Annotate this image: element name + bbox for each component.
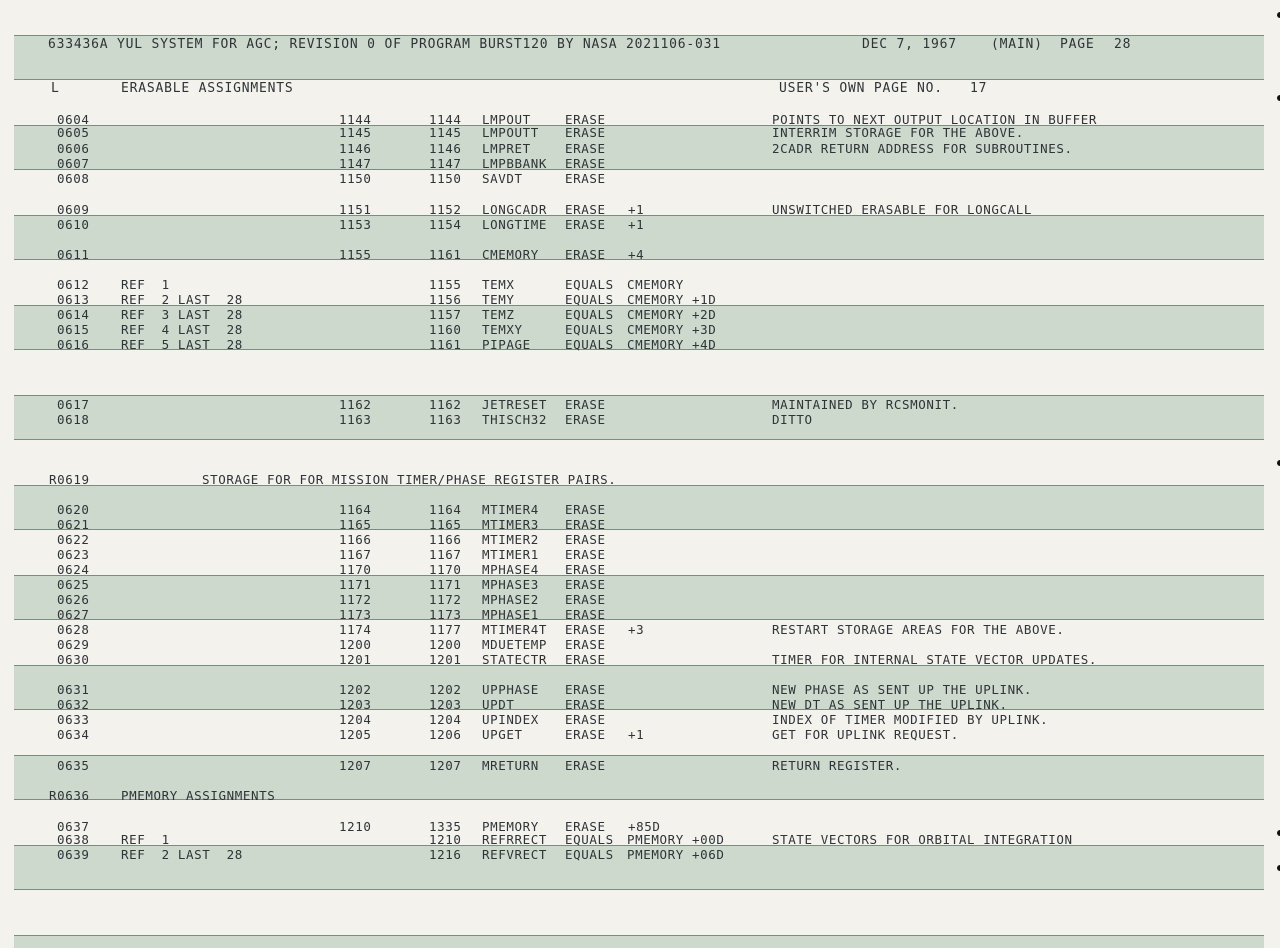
- location: 1202: [339, 682, 372, 697]
- opcode: ERASE: [565, 697, 606, 712]
- user-page-number: 17: [970, 81, 988, 96]
- opcode: ERASE: [565, 727, 606, 742]
- line-number: 0607: [57, 156, 90, 171]
- location: 1210: [339, 819, 372, 834]
- symbol-label: LMPRET: [482, 141, 531, 156]
- line-number: 0622: [57, 532, 90, 547]
- line-number: 0639: [57, 847, 90, 862]
- line-number: 0628: [57, 622, 90, 637]
- opcode: ERASE: [565, 171, 606, 186]
- symbol-label: MTIMER4T: [482, 622, 548, 637]
- opcode: ERASE: [565, 517, 606, 532]
- symbol-label: UPDT: [482, 697, 515, 712]
- rule-line: [14, 439, 1264, 440]
- line-number: 0604: [57, 112, 90, 127]
- operand: +1: [628, 202, 645, 217]
- opcode: ERASE: [565, 562, 606, 577]
- opcode: ERASE: [565, 682, 606, 697]
- page-number: 28: [1114, 37, 1132, 52]
- opcode: ERASE: [565, 125, 606, 140]
- line-number: 0629: [57, 637, 90, 652]
- opcode: EQUALS: [565, 307, 614, 322]
- address: 1150: [429, 171, 462, 186]
- operand: +85D: [628, 819, 661, 834]
- address: 1160: [429, 322, 462, 337]
- location: 1200: [339, 637, 372, 652]
- paper-band: [14, 665, 1264, 709]
- symbol-label: TEMX: [482, 277, 515, 292]
- opcode: ERASE: [565, 637, 606, 652]
- line-number: 0626: [57, 592, 90, 607]
- location: 1205: [339, 727, 372, 742]
- address: 1203: [429, 697, 462, 712]
- rule-line: [14, 575, 1264, 576]
- address: 1171: [429, 577, 462, 592]
- location: 1171: [339, 577, 372, 592]
- operand: +3: [628, 622, 645, 637]
- address: 1210: [429, 832, 462, 847]
- symbol-label: PIPAGE: [482, 337, 531, 352]
- address: 1161: [429, 337, 462, 352]
- location: 1165: [339, 517, 372, 532]
- symbol-label: MTIMER3: [482, 517, 539, 532]
- comment: STATE VECTORS FOR ORBITAL INTEGRATION: [772, 832, 1073, 847]
- address: 1145: [429, 125, 462, 140]
- operand: CMEMORY +2D: [627, 307, 717, 322]
- location: 1174: [339, 622, 372, 637]
- operand: PMEMORY +00D: [627, 832, 725, 847]
- address: 1164: [429, 502, 462, 517]
- opcode: ERASE: [565, 217, 606, 232]
- location: 1151: [339, 202, 372, 217]
- symbol-label: MRETURN: [482, 758, 539, 773]
- line-number: 0627: [57, 607, 90, 622]
- rule-line: [14, 935, 1264, 936]
- opcode: ERASE: [565, 412, 606, 427]
- symbol-label: MPHASE3: [482, 577, 539, 592]
- page-label: PAGE: [1060, 37, 1095, 52]
- address: 1152: [429, 202, 462, 217]
- location: 1163: [339, 412, 372, 427]
- opcode: EQUALS: [565, 277, 614, 292]
- address: 1161: [429, 247, 462, 262]
- symbol-label: REFVRECT: [482, 847, 548, 862]
- line-number: R0619: [49, 472, 90, 487]
- line-number: 0637: [57, 819, 90, 834]
- opcode: ERASE: [565, 622, 606, 637]
- symbol-label: LONGCADR: [482, 202, 548, 217]
- location: 1146: [339, 141, 372, 156]
- address: 1173: [429, 607, 462, 622]
- section-note: PMEMORY ASSIGNMENTS: [121, 788, 276, 803]
- ref-column: REF 3 LAST 28: [121, 307, 243, 322]
- ref-column: REF 2 LAST 28: [121, 847, 243, 862]
- symbol-label: LMPOUTT: [482, 125, 539, 140]
- comment: TIMER FOR INTERNAL STATE VECTOR UPDATES.: [772, 652, 1098, 667]
- line-number: 0624: [57, 562, 90, 577]
- line-number: 0631: [57, 682, 90, 697]
- symbol-label: REFRRECT: [482, 832, 548, 847]
- listing-date: DEC 7, 1967: [862, 37, 957, 52]
- opcode: ERASE: [565, 652, 606, 667]
- operand: CMEMORY +3D: [627, 322, 717, 337]
- opcode: EQUALS: [565, 847, 614, 862]
- operand: CMEMORY: [627, 277, 684, 292]
- comment: RETURN REGISTER.: [772, 758, 903, 773]
- address: 1172: [429, 592, 462, 607]
- section-flag: L: [51, 81, 60, 96]
- comment: DITTO: [772, 412, 813, 427]
- line-number: 0635: [57, 758, 90, 773]
- comment: GET FOR UPLINK REQUEST.: [772, 727, 959, 742]
- opcode: ERASE: [565, 758, 606, 773]
- opcode: EQUALS: [565, 292, 614, 307]
- comment: NEW DT AS SENT UP THE UPLINK.: [772, 697, 1008, 712]
- opcode: EQUALS: [565, 832, 614, 847]
- opcode: ERASE: [565, 577, 606, 592]
- rule-line: [14, 79, 1264, 80]
- line-number: 0630: [57, 652, 90, 667]
- symbol-label: LONGTIME: [482, 217, 548, 232]
- location: 1155: [339, 247, 372, 262]
- opcode: ERASE: [565, 607, 606, 622]
- location: 1172: [339, 592, 372, 607]
- symbol-label: MPHASE4: [482, 562, 539, 577]
- location: 1207: [339, 758, 372, 773]
- line-number: 0608: [57, 171, 90, 186]
- address: 1200: [429, 637, 462, 652]
- symbol-label: UPGET: [482, 727, 523, 742]
- address: 1201: [429, 652, 462, 667]
- comment: INTERRIM STORAGE FOR THE ABOVE.: [772, 125, 1024, 140]
- opcode: ERASE: [565, 547, 606, 562]
- line-number: R0636: [49, 788, 90, 803]
- ref-column: REF 4 LAST 28: [121, 322, 243, 337]
- line-number: 0614: [57, 307, 90, 322]
- symbol-label: MTIMER4: [482, 502, 539, 517]
- ref-column: REF 1: [121, 832, 170, 847]
- location: 1147: [339, 156, 372, 171]
- symbol-label: TEMXY: [482, 322, 523, 337]
- opcode: ERASE: [565, 141, 606, 156]
- address: 1207: [429, 758, 462, 773]
- opcode: ERASE: [565, 156, 606, 171]
- symbol-label: SAVDT: [482, 171, 523, 186]
- location: 1162: [339, 397, 372, 412]
- line-number: 0612: [57, 277, 90, 292]
- line-number: 0605: [57, 125, 90, 140]
- address: 1177: [429, 622, 462, 637]
- line-number: 0623: [57, 547, 90, 562]
- opcode: EQUALS: [565, 337, 614, 352]
- address: 1165: [429, 517, 462, 532]
- location: 1150: [339, 171, 372, 186]
- symbol-label: UPINDEX: [482, 712, 539, 727]
- rule-line: [14, 169, 1264, 170]
- symbol-label: THISCH32: [482, 412, 548, 427]
- ref-column: REF 1: [121, 277, 170, 292]
- paper-band: [14, 395, 1264, 439]
- address: 1156: [429, 292, 462, 307]
- line-number: 0634: [57, 727, 90, 742]
- line-number: 0632: [57, 697, 90, 712]
- opcode: ERASE: [565, 202, 606, 217]
- symbol-label: UPPHASE: [482, 682, 539, 697]
- rule-line: [14, 529, 1264, 530]
- location: 1204: [339, 712, 372, 727]
- location: 1145: [339, 125, 372, 140]
- address: 1204: [429, 712, 462, 727]
- comment: NEW PHASE AS SENT UP THE UPLINK.: [772, 682, 1033, 697]
- address: 1206: [429, 727, 462, 742]
- line-number: 0620: [57, 502, 90, 517]
- comment: INDEX OF TIMER MODIFIED BY UPLINK.: [772, 712, 1049, 727]
- rule-line: [14, 889, 1264, 890]
- opcode: ERASE: [565, 397, 606, 412]
- operand: +1: [628, 727, 645, 742]
- symbol-label: MTIMER1: [482, 547, 539, 562]
- symbol-label: MDUETEMP: [482, 637, 548, 652]
- paper-band: [14, 485, 1264, 529]
- comment: UNSWITCHED ERASABLE FOR LONGCALL: [772, 202, 1033, 217]
- ref-column: REF 2 LAST 28: [121, 292, 243, 307]
- opcode: ERASE: [565, 532, 606, 547]
- line-number: 0621: [57, 517, 90, 532]
- address: 1144: [429, 112, 462, 127]
- comment: 2CADR RETURN ADDRESS FOR SUBROUTINES.: [772, 141, 1073, 156]
- location: 1170: [339, 562, 372, 577]
- opcode: EQUALS: [565, 322, 614, 337]
- comment: RESTART STORAGE AREAS FOR THE ABOVE.: [772, 622, 1065, 637]
- location: 1203: [339, 697, 372, 712]
- symbol-label: CMEMORY: [482, 247, 539, 262]
- line-number: 0615: [57, 322, 90, 337]
- user-page-label: USER'S OWN PAGE NO.: [779, 81, 943, 96]
- symbol-label: PMEMORY: [482, 819, 539, 834]
- paper-band: [14, 935, 1264, 948]
- operand: PMEMORY +06D: [627, 847, 725, 862]
- opcode: ERASE: [565, 112, 606, 127]
- line-number: 0618: [57, 412, 90, 427]
- listing-title: 633436A YUL SYSTEM FOR AGC; REVISION 0 OF PROGRAM BURST120 BY NASA 2021106-031: [48, 37, 721, 52]
- rule-line: [14, 709, 1264, 710]
- location: 1201: [339, 652, 372, 667]
- symbol-label: JETRESET: [482, 397, 548, 412]
- opcode: ERASE: [565, 502, 606, 517]
- address: 1155: [429, 277, 462, 292]
- location: 1164: [339, 502, 372, 517]
- address: 1162: [429, 397, 462, 412]
- location: 1153: [339, 217, 372, 232]
- symbol-label: TEMY: [482, 292, 515, 307]
- line-number: 0625: [57, 577, 90, 592]
- symbol-label: LMPBBANK: [482, 156, 548, 171]
- rule-line: [14, 395, 1264, 396]
- listing-main: (MAIN): [991, 37, 1043, 52]
- address: 1170: [429, 562, 462, 577]
- operand: +4: [628, 247, 645, 262]
- symbol-label: LMPOUT: [482, 112, 531, 127]
- address: 1167: [429, 547, 462, 562]
- address: 1216: [429, 847, 462, 862]
- location: 1144: [339, 112, 372, 127]
- paper-band: [14, 125, 1264, 169]
- symbol-label: STATECTR: [482, 652, 548, 667]
- address: 1146: [429, 141, 462, 156]
- operand: +1: [628, 217, 645, 232]
- line-number: 0613: [57, 292, 90, 307]
- line-number: 0609: [57, 202, 90, 217]
- address: 1202: [429, 682, 462, 697]
- address: 1166: [429, 532, 462, 547]
- location: 1173: [339, 607, 372, 622]
- opcode: ERASE: [565, 819, 606, 834]
- line-number: 0617: [57, 397, 90, 412]
- opcode: ERASE: [565, 712, 606, 727]
- symbol-label: MTIMER2: [482, 532, 539, 547]
- rule-line: [14, 755, 1264, 756]
- symbol-label: MPHASE2: [482, 592, 539, 607]
- opcode: ERASE: [565, 592, 606, 607]
- section-note: STORAGE FOR FOR MISSION TIMER/PHASE REGISTER PAIRS.: [202, 472, 617, 487]
- rule-line: [14, 35, 1264, 36]
- location: 1167: [339, 547, 372, 562]
- operand: CMEMORY +4D: [627, 337, 717, 352]
- symbol-label: MPHASE1: [482, 607, 539, 622]
- location: 1166: [339, 532, 372, 547]
- address: 1157: [429, 307, 462, 322]
- opcode: ERASE: [565, 247, 606, 262]
- line-number: 0633: [57, 712, 90, 727]
- ref-column: REF 5 LAST 28: [121, 337, 243, 352]
- line-number: 0606: [57, 141, 90, 156]
- address: 1154: [429, 217, 462, 232]
- section-title: ERASABLE ASSIGNMENTS: [121, 81, 294, 96]
- comment: MAINTAINED BY RCSMONIT.: [772, 397, 959, 412]
- line-number: 0611: [57, 247, 90, 262]
- address: 1147: [429, 156, 462, 171]
- line-number: 0616: [57, 337, 90, 352]
- symbol-label: TEMZ: [482, 307, 515, 322]
- rule-line: [14, 619, 1264, 620]
- operand: CMEMORY +1D: [627, 292, 717, 307]
- comment: POINTS TO NEXT OUTPUT LOCATION IN BUFFER: [772, 112, 1098, 127]
- line-number: 0638: [57, 832, 90, 847]
- address: 1163: [429, 412, 462, 427]
- paper-band: [14, 575, 1264, 619]
- address: 1335: [429, 819, 462, 834]
- line-number: 0610: [57, 217, 90, 232]
